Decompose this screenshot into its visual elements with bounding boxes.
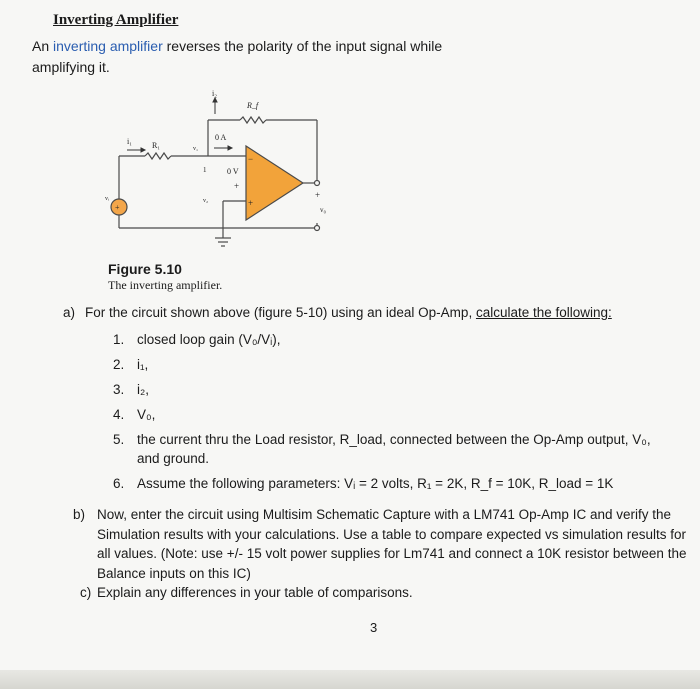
label-zero-v: 0 V xyxy=(227,167,239,176)
list-item xyxy=(113,330,663,349)
item-text: i₂, xyxy=(137,382,149,397)
item-text: Assume the following parameters: Vᵢ = 2 volts, R₁ = 2K, R_f = 10K, R_load = 1K xyxy=(137,476,614,491)
list-item xyxy=(113,405,663,424)
label-one: 1 xyxy=(203,166,207,174)
question-b-text: Now, enter the circuit using Multisim Schematic Capture with a LM741 Op-Amp IC and verify the Simulation results with your calculations. Use a table to compare expected vs simulation results for all values. (Note: use +/- 15 volt power supplies for Lm741 and connect a 10K resistor between the Balance inputs on this IC) xyxy=(97,507,687,581)
inverting-amplifier-circuit xyxy=(105,88,345,258)
intro-paragraph xyxy=(32,36,492,78)
label-rf: R_f xyxy=(247,101,259,110)
list-item xyxy=(113,380,663,399)
question-c xyxy=(80,585,413,600)
intro-text-after: reverses the polarity of the input signal while amplifying it. xyxy=(32,38,443,75)
question-a-label: a) xyxy=(63,305,76,320)
output-terminal-bottom xyxy=(315,226,320,231)
item-text: the current thru the Load resistor, R_load, connected between the Op-Amp output, V₀, and ground. xyxy=(137,432,651,466)
label-vo: v₀ xyxy=(320,206,326,214)
section-heading: Inverting Amplifier xyxy=(53,12,179,28)
label-v1: v₁ xyxy=(193,146,199,152)
question-b-label: b) xyxy=(73,507,86,522)
item-number: 3. xyxy=(113,382,125,397)
item-number: 6. xyxy=(113,476,125,491)
label-diff-plus: + xyxy=(234,181,240,191)
label-out-plus: + xyxy=(315,190,321,200)
item-number: 1. xyxy=(113,332,125,347)
output-terminal-top xyxy=(315,181,320,186)
intro-text-before: An xyxy=(32,38,54,54)
question-b xyxy=(73,505,695,583)
label-vi: vᵢ xyxy=(105,196,109,202)
question-a-text: For the circuit shown above (figure 5-10) using an ideal Op-Amp, xyxy=(85,305,476,320)
intro-highlight: inverting amplifier xyxy=(53,38,163,54)
page-number: 3 xyxy=(370,620,378,635)
question-a-list xyxy=(113,330,663,493)
item-text: closed loop gain (V₀/Vᵢ), xyxy=(137,332,281,347)
question-a-stem xyxy=(63,303,663,322)
page-bottom-edge xyxy=(0,670,700,689)
list-item xyxy=(113,355,663,374)
question-a-underlined: calculate the following: xyxy=(475,305,612,320)
label-zero-a: 0 A xyxy=(215,133,227,142)
list-item xyxy=(113,430,663,468)
label-inv-minus: − xyxy=(248,154,254,164)
figure-title: Figure 5.10 xyxy=(108,261,182,277)
label-source-plus: + xyxy=(115,203,120,212)
question-c-label: c) xyxy=(80,585,92,600)
label-r1: R₁ xyxy=(152,141,161,150)
question-a xyxy=(63,303,663,499)
list-item xyxy=(113,474,663,493)
resistor-rf xyxy=(240,117,266,123)
figure-caption: The inverting amplifier. xyxy=(108,278,223,292)
question-c-text: Explain any differences in your table of comparisons. xyxy=(97,585,413,600)
item-text: i₁, xyxy=(137,357,149,372)
label-noninv-plus: + xyxy=(248,198,254,208)
item-number: 4. xyxy=(113,407,125,422)
item-number: 5. xyxy=(113,432,125,447)
item-number: 2. xyxy=(113,357,125,372)
arrow-i1-head xyxy=(141,148,145,152)
label-i2: i₂ xyxy=(212,89,218,98)
arrow-i2-head xyxy=(213,98,217,102)
item-text: V₀, xyxy=(137,407,156,422)
resistor-r1 xyxy=(145,153,171,159)
arrow-zero-a-head xyxy=(228,146,232,150)
label-v2: v₂ xyxy=(203,198,209,204)
label-i1: i₁ xyxy=(127,137,133,146)
opamp-triangle xyxy=(246,146,303,220)
